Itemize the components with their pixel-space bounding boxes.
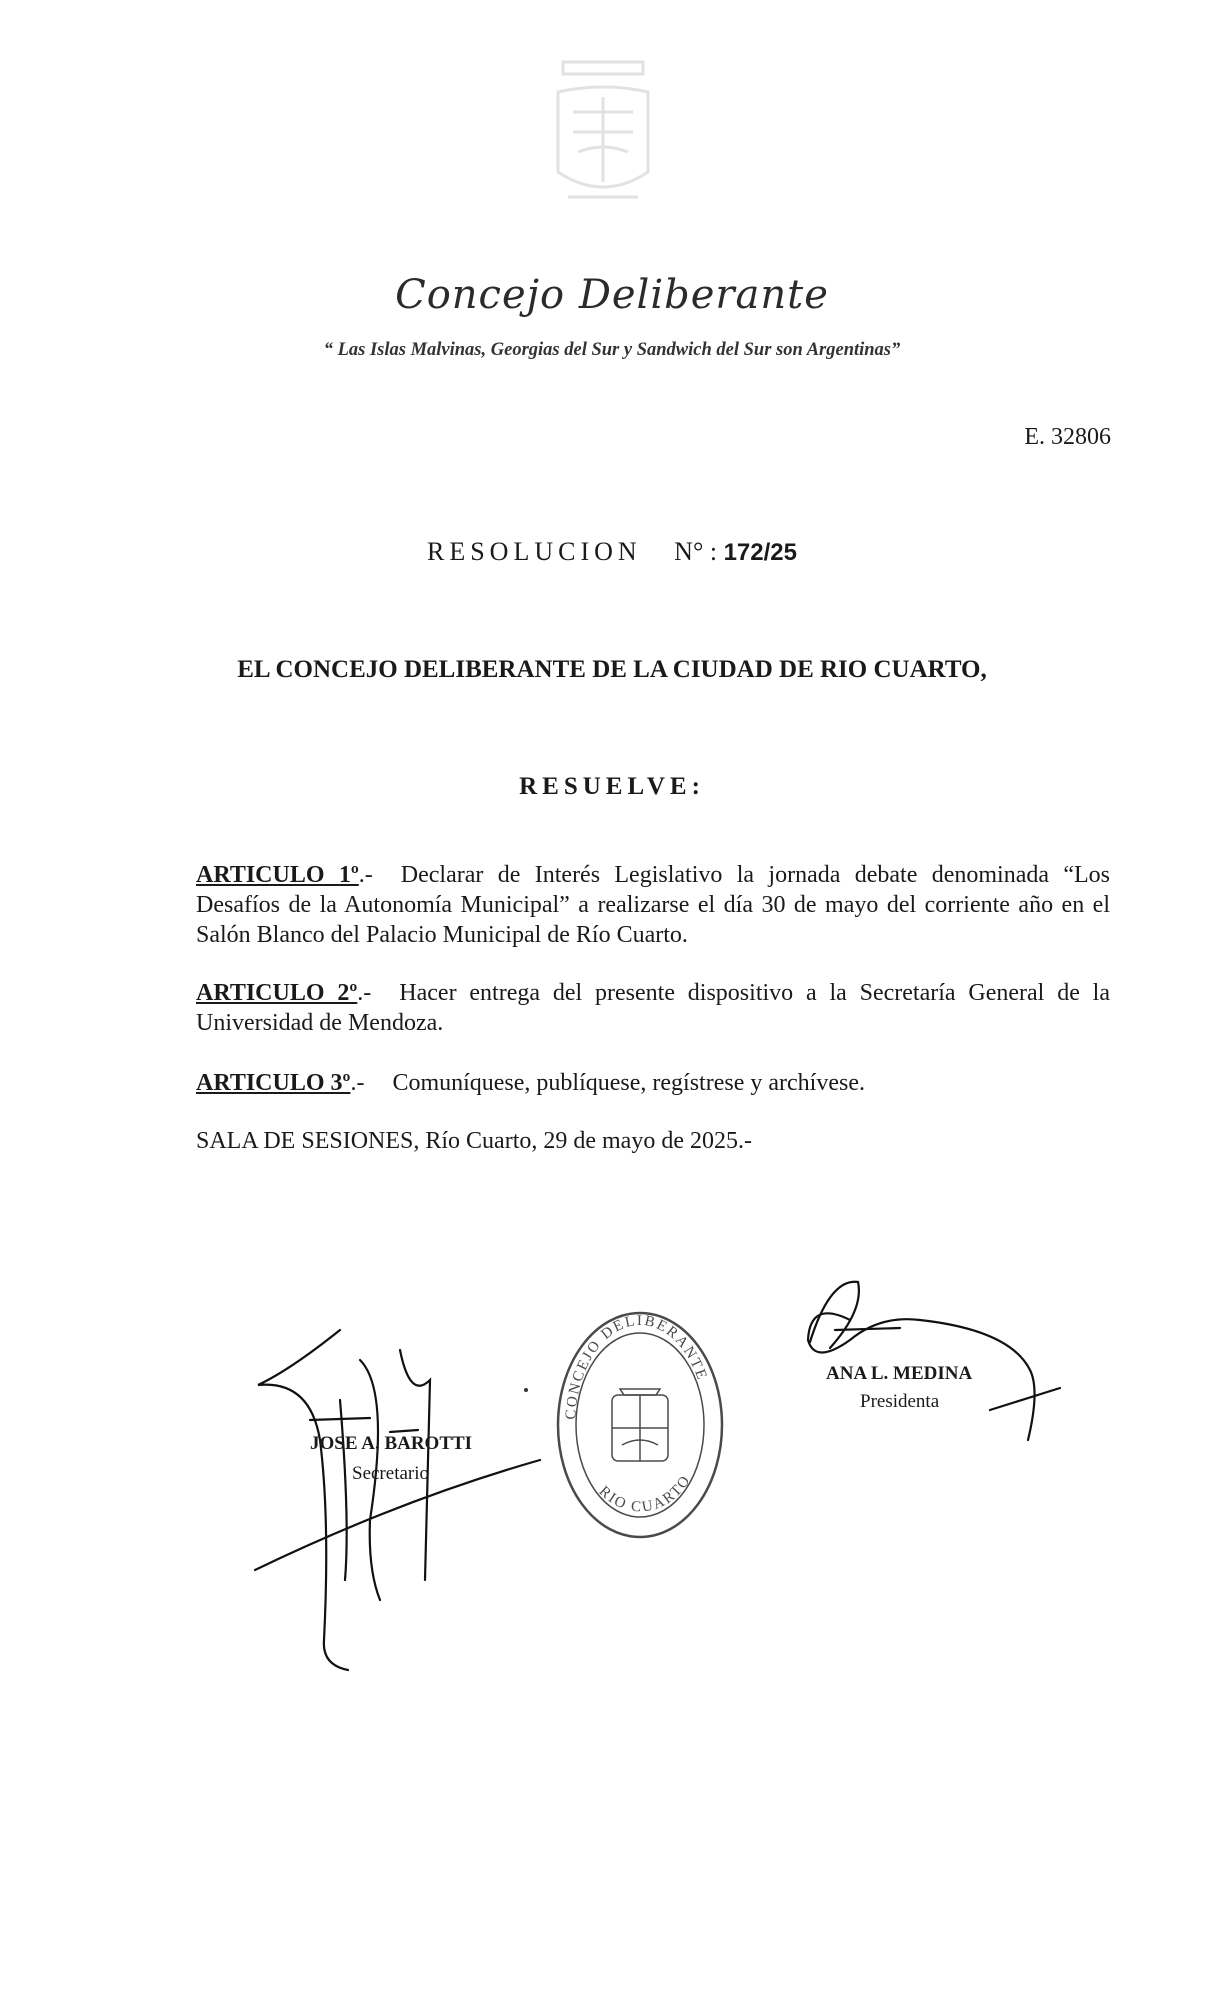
president-name: ANA L. MEDINA bbox=[826, 1363, 973, 1384]
secretary-signature-icon bbox=[250, 1320, 550, 1680]
resolution-label: RESOLUCION bbox=[427, 537, 642, 566]
svg-text:RIO CUARTO bbox=[596, 1472, 695, 1516]
article-separator: .- bbox=[357, 980, 372, 1006]
secretary-role: Secretario bbox=[352, 1463, 430, 1484]
resolution-heading bbox=[0, 537, 1224, 567]
embossed-crest-icon bbox=[548, 52, 658, 212]
article-label: ARTICULO 3º bbox=[196, 1070, 351, 1096]
expediente-number: E. 32806 bbox=[1024, 424, 1111, 450]
official-seal-icon bbox=[550, 1305, 730, 1545]
president-role: Presidenta bbox=[860, 1391, 940, 1412]
council-heading: EL CONCEJO DELIBERANTE DE LA CIUDAD DE RIO CUARTO, bbox=[237, 656, 987, 683]
closing-line: SALA DE SESIONES, Río Cuarto, 29 de mayo de 2025.- bbox=[196, 1128, 752, 1154]
article-text: Comuníquese, publíquese, regístrese y archívese. bbox=[392, 1070, 865, 1096]
article-label: ARTICULO 2º bbox=[196, 980, 358, 1006]
council-title: Concejo Deliberante bbox=[395, 272, 829, 318]
secretary-name: JOSE A. BAROTTI bbox=[310, 1433, 473, 1454]
article-1 bbox=[196, 860, 1110, 950]
ink-dot bbox=[524, 1388, 528, 1392]
article-text: Hacer entrega del presente dispositivo a la Secretaría General de la Universidad de Mendoza. bbox=[196, 980, 1110, 1036]
svg-text:CONCEJO DELIBERANTE bbox=[563, 1313, 710, 1420]
resolution-number: 172/25 bbox=[723, 539, 797, 566]
article-separator: .- bbox=[358, 862, 373, 888]
article-3 bbox=[196, 1068, 1110, 1098]
article-2 bbox=[196, 978, 1110, 1038]
article-text: Declarar de Interés Legislativo la jornada debate denominada “Los Desafíos de la Autonomía Municipal” a realizarse el día 30 de mayo del corriente año en el Salón Blanco del Palacio Municipal de Río Cuarto. bbox=[196, 862, 1111, 948]
resolution-number-prefix: N° : bbox=[674, 537, 718, 566]
seal-bottom-text: RIO CUARTO bbox=[595, 1472, 695, 1516]
seal-top-text: CONCEJO DELIBERANTE bbox=[562, 1312, 711, 1421]
article-separator: .- bbox=[350, 1070, 365, 1096]
resuelve-heading: RESUELVE: bbox=[519, 773, 705, 800]
motto: “ Las Islas Malvinas, Georgias del Sur y Sandwich del Sur son Argentinas” bbox=[323, 340, 901, 360]
article-label: ARTICULO 1º bbox=[196, 862, 359, 888]
